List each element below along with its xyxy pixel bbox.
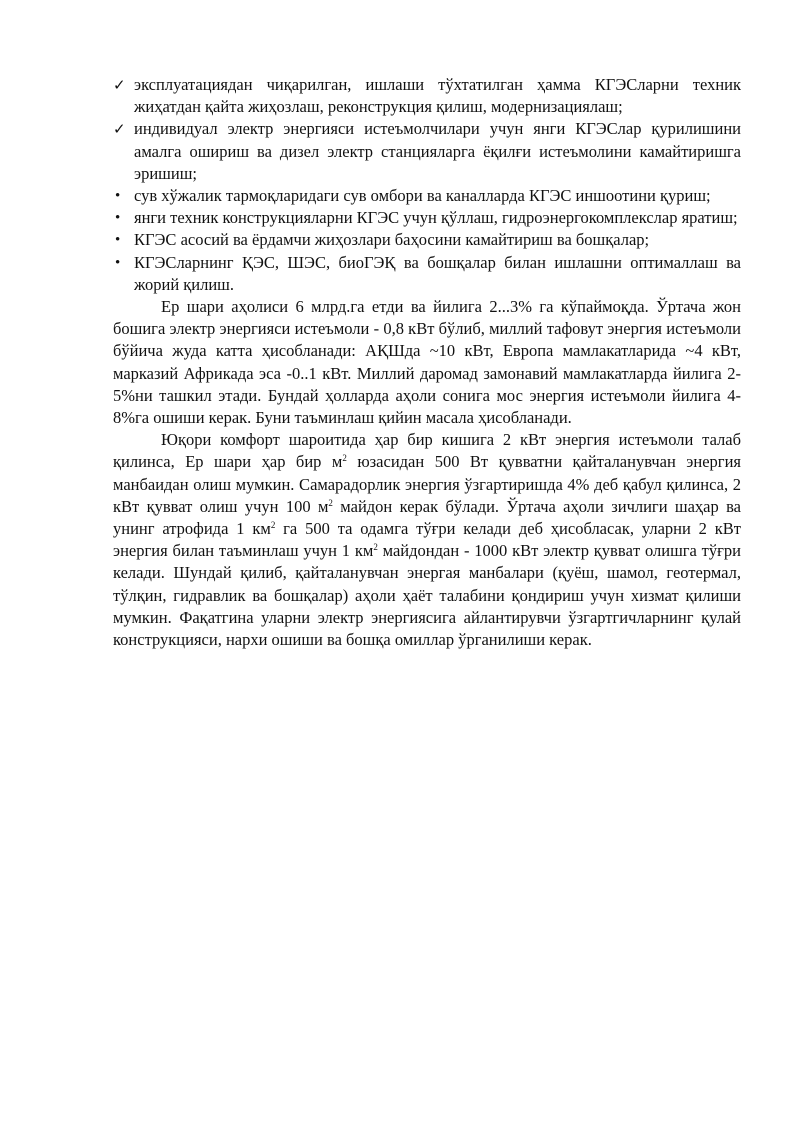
superscript: 2 bbox=[342, 453, 347, 464]
list-item-text: КГЭСларнинг ҚЭС, ШЭС, биоГЭҚ ва бошқалар билан ишлашни оптималлаш ва жорий қилиш. bbox=[134, 252, 741, 294]
checkmark-icon: ✓ bbox=[113, 120, 126, 139]
superscript: 2 bbox=[373, 542, 378, 553]
list-item bbox=[113, 118, 741, 185]
list-item-text: янги техник конструкцияларни КГЭС учун қўллаш, гидроэнергокомплекслар яратиш; bbox=[134, 208, 738, 228]
list-item-text: КГЭС асосий ва ёрдамчи жиҳозлари баҳосини камайтириш ва бошқалар; bbox=[134, 230, 650, 250]
list-item bbox=[113, 207, 741, 229]
bullet-icon: • bbox=[115, 254, 121, 271]
list-item-text: сув хўжалик тармоқларидаги сув омбори ва каналларда КГЭС иншоотини қуриш; bbox=[134, 186, 711, 206]
document-page bbox=[113, 74, 741, 651]
list-item-text: индивидуал электр энергияси истеъмолчилари учун янги КГЭСлар қурилишини амалга ошириш ва дизел электр станцияларга ёқилғи истеъмолини камайтиришга эришиш; bbox=[134, 119, 741, 183]
checkmark-icon: ✓ bbox=[113, 76, 126, 94]
superscript: 2 bbox=[328, 497, 333, 508]
list-item-text: эксплуатациядан чиқарилган, ишлаши тўхтатилган ҳамма КГЭСларни техник жиҳатдан қайта жиҳозлаш, реконструкция қилиш, модернизациялаш; bbox=[134, 75, 741, 117]
list-item bbox=[113, 229, 741, 251]
paragraph-text: юзасидан 500 Вт қувватни қайталанувчан энергия манбаидан олиш мумкин. Самарадорлик энергия ўзгартиришда 4% деб қабул қилинса, 2 кВт қувват олиш учун 100 м bbox=[113, 452, 741, 516]
paragraph-text: га 500 та одамга тўғри келади деб ҳисобласак, уларни 2 кВт энергия билан таъминлаш учун 1 км bbox=[113, 519, 742, 561]
paragraph-text: майдондан - 1000 кВт электр қуввaт олишга тўғри келади. Шундай қилиб, қайталанувчан энергая манбалари (қуёш, шамол, геотермал, тўлқин, гидравлик ва бошқалар) аҳоли ҳаёт талабини қондириш учун хизмат қилиши мумкин. Фақатгина уларни электр энергиясига айлантирувчи ўзгартгичларнинг қулай конструкцияси, нархи ошиши ва бошқа омиллар ўрганилиши керак. bbox=[113, 541, 741, 650]
paragraph-population-energy: Ер шари аҳолиси 6 млрд.га етди ва йилига 2...3% га кўпаймоқда. Ўртача жон бошига электр энергияси истеъмоли - 0,8 кВт бўлиб, миллий тафовут энергия истеъмоли бўйича жуда катта ҳисобланади: АҚШда ~10 кВт, Европа мамлакатларида ~4 кВт, марказий Африкада эса -0..1 кВт. Миллий даромад замонавий мамлакатларда йилига 2-5%ни ташкил этади. Бундай ҳолларда аҳоли сонига мос энергия истеъмоли йилига 4-8%га ошиши керак. Буни таъминлаш қийин масала ҳисобланади. bbox=[113, 297, 741, 428]
superscript: 2 bbox=[270, 520, 276, 531]
bullet-icon: • bbox=[115, 188, 121, 205]
bullet-icon: • bbox=[115, 232, 121, 249]
list-item bbox=[113, 74, 741, 118]
list-item bbox=[113, 252, 741, 296]
list-item bbox=[113, 185, 741, 207]
paragraph-text: Юқори комфорт шароитида ҳар бир кишига 2 кВт энергия истеъмоли талаб қилинса, Ер шари ҳар бир м bbox=[113, 430, 741, 472]
paragraph-text: майдон керак бўлади. Ўртача аҳоли зичлиги шаҳар ва унинг атрофида 1 км bbox=[113, 496, 742, 539]
bullet-icon: • bbox=[115, 210, 121, 227]
paragraph-renewable-energy bbox=[113, 429, 741, 651]
